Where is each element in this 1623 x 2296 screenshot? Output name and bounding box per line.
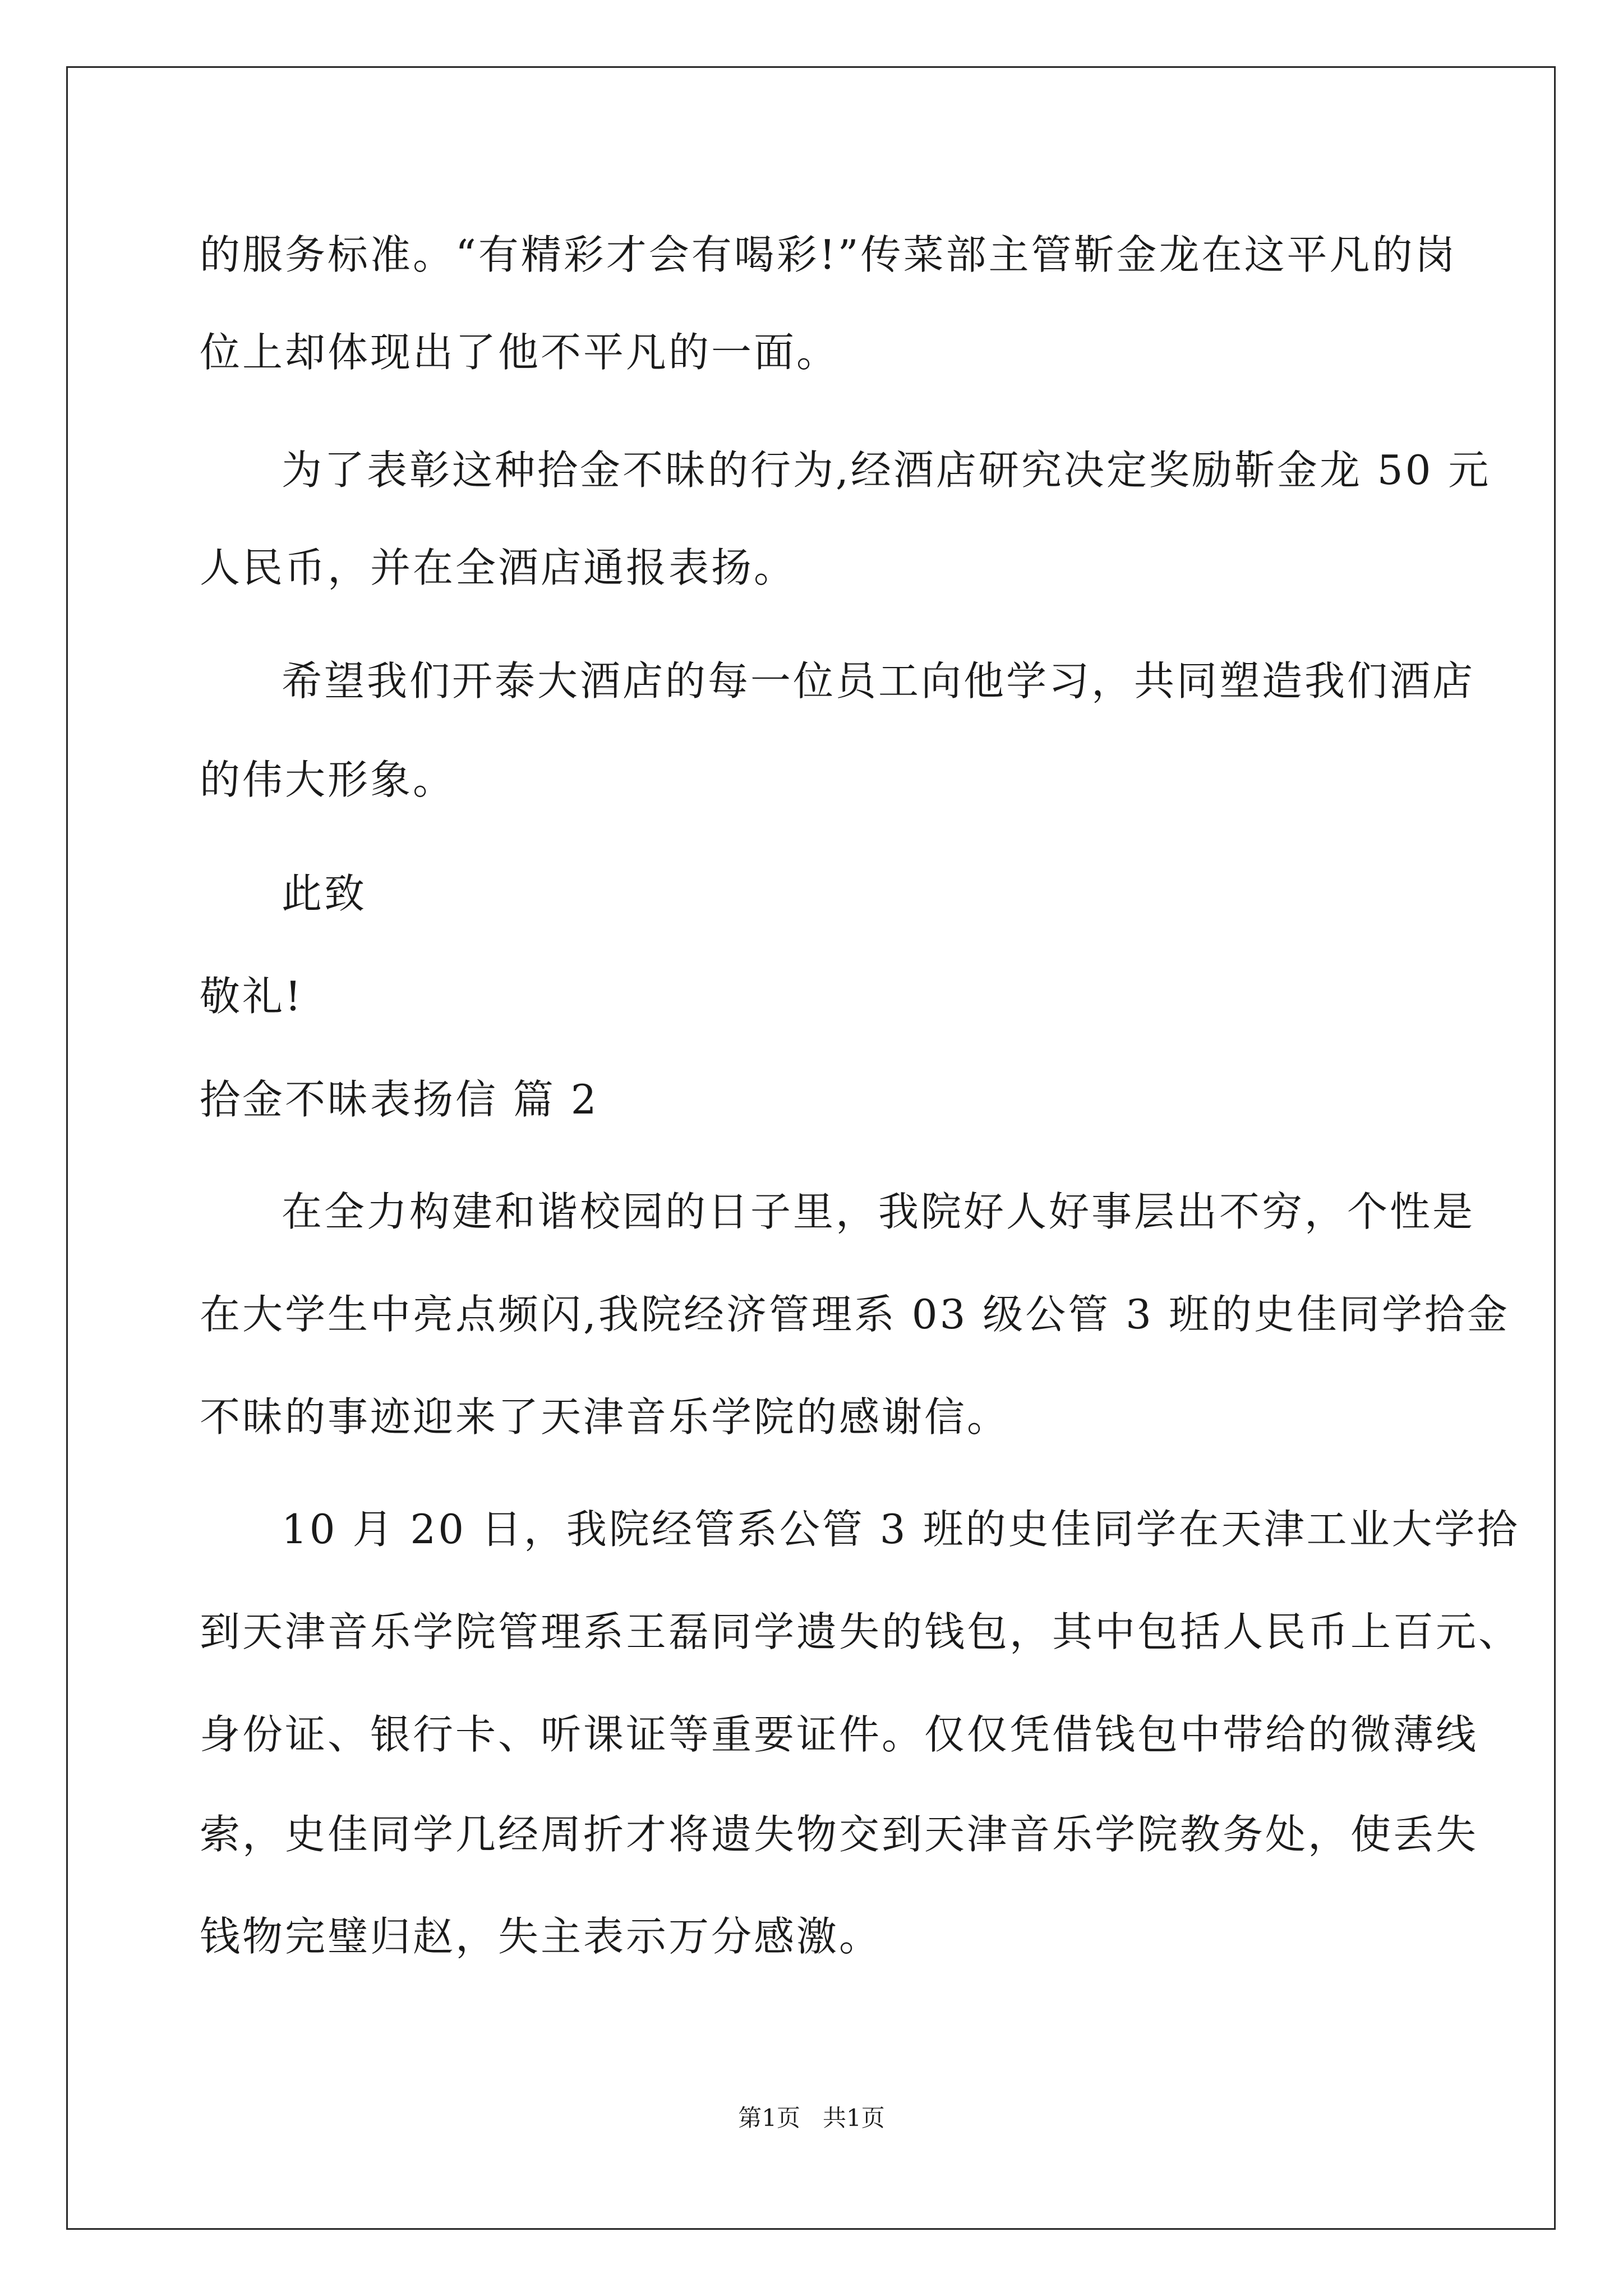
paragraph-line: 的服务标准。“有精彩才会有喝彩!”传菜部主管靳金龙在这平凡的岗 (200, 231, 1458, 278)
paragraph-line: 身份证、银行卡、听课证等重要证件。仅仅凭借钱包中带给的微薄线 (200, 1711, 1479, 1758)
paragraph-line: 为了表彰这种拾金不昧的行为,经酒店研究决定奖励靳金龙 50 元 (282, 447, 1491, 494)
section-heading: 拾金不昧表扬信 篇 2 (200, 1076, 599, 1123)
paragraph-line: 不昧的事迹迎来了天津音乐学院的感谢信。 (200, 1393, 1010, 1441)
page-border (66, 66, 1556, 2230)
closing-salutation: 此致 (282, 870, 367, 917)
paragraph-line: 10 月 20 日，我院经管系公管 3 班的史佳同学在天津工业大学拾 (282, 1506, 1520, 1553)
paragraph-line: 到天津音乐学院管理系王磊同学遗失的钱包，其中包括人民币上百元、 (200, 1608, 1521, 1655)
paragraph-line: 位上却体现出了他不平凡的一面。 (200, 329, 840, 376)
page-number-footer: 第1页 共1页 (738, 2104, 885, 2132)
paragraph-line: 钱物完璧归赵，失主表示万分感激。 (200, 1913, 882, 1960)
closing-regards: 敬礼! (200, 973, 303, 1020)
paragraph-line: 索，史佳同学几经周折才将遗失物交到天津音乐学院教务处，使丢失 (200, 1811, 1479, 1858)
paragraph-line: 的伟大形象。 (200, 756, 456, 803)
paragraph-line: 在全力构建和谐校园的日子里，我院好人好事层出不穷，个性是 (282, 1188, 1476, 1235)
paragraph-line: 希望我们开泰大酒店的每一位员工向他学习，共同塑造我们酒店 (282, 657, 1476, 705)
paragraph-line: 人民币，并在全酒店通报表扬。 (200, 544, 797, 591)
paragraph-line: 在大学生中亮点频闪,我院经济管理系 03 级公管 3 班的史佳同学拾金 (200, 1291, 1510, 1338)
